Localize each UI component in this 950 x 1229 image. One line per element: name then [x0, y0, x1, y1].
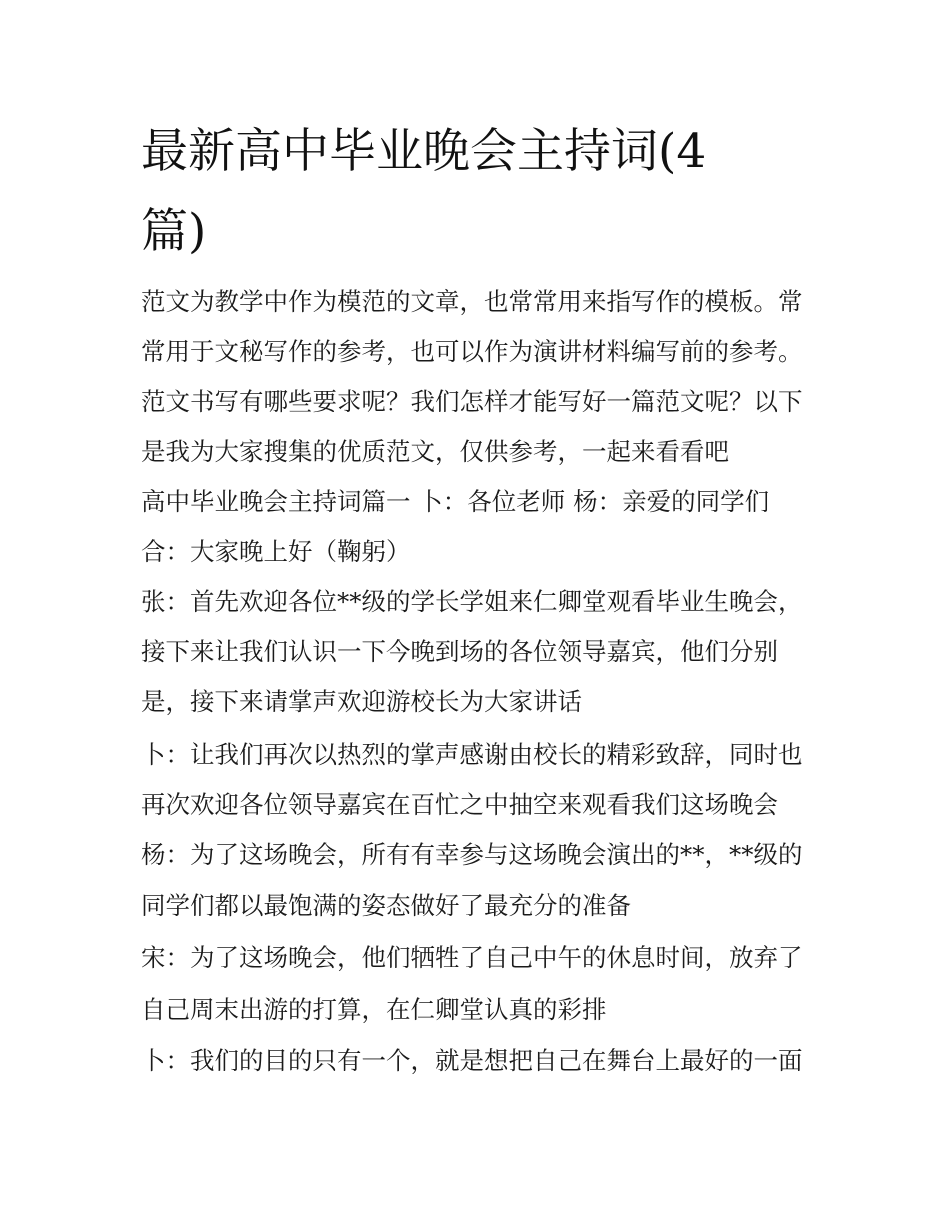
- body-line-12: 杨：为了这场晚会，所有有幸参与这场晚会演出的**，**级的: [141, 840, 803, 869]
- body-line-13: 同学们都以最饱满的姿态做好了最充分的准备: [141, 891, 631, 920]
- body-line-8: 接下来让我们认识一下今晚到场的各位领导嘉宾，他们分别: [141, 637, 778, 666]
- title-line-1: 最新高中毕业晚会主持词(4: [141, 124, 707, 179]
- document-title: [141, 112, 821, 272]
- body-line-14: 宋：为了这场晚会，他们牺牲了自己中午的休息时间，放弃了: [141, 943, 803, 972]
- body-line-5: 高中毕业晚会主持词篇一 卜：各位老师 杨：亲爱的同学们: [141, 487, 770, 516]
- body-line-9: 是，接下来请掌声欢迎游校长为大家讲话: [141, 687, 582, 716]
- body-line-1: 范文为教学中作为模范的文章，也常常用来指写作的模板。常: [141, 287, 803, 316]
- body-line-2: 常用于文秘写作的参考，也可以作为演讲材料编写前的参考。: [141, 337, 803, 366]
- body-line-3: 范文书写有哪些要求呢？我们怎样才能写好一篇范文呢？以下: [141, 387, 803, 416]
- body-line-15: 自己周末出游的打算，在仁卿堂认真的彩排: [141, 995, 607, 1024]
- body-line-16: 卜：我们的目的只有一个，就是想把自己在舞台上最好的一面: [141, 1046, 803, 1075]
- body-line-11: 再次欢迎各位领导嘉宾在百忙之中抽空来观看我们这场晚会: [141, 790, 778, 819]
- body-line-7: 张：首先欢迎各位**级的学长学姐来仁卿堂观看毕业生晚会，: [141, 587, 803, 616]
- body-line-4: 是我为大家搜集的优质范文，仅供参考，一起来看看吧: [141, 437, 729, 466]
- body-line-10: 卜：让我们再次以热烈的掌声感谢由校长的精彩致辞，同时也: [141, 740, 803, 769]
- body-line-6: 合：大家晚上好（鞠躬）: [141, 537, 411, 566]
- title-line-2: 篇): [141, 204, 207, 259]
